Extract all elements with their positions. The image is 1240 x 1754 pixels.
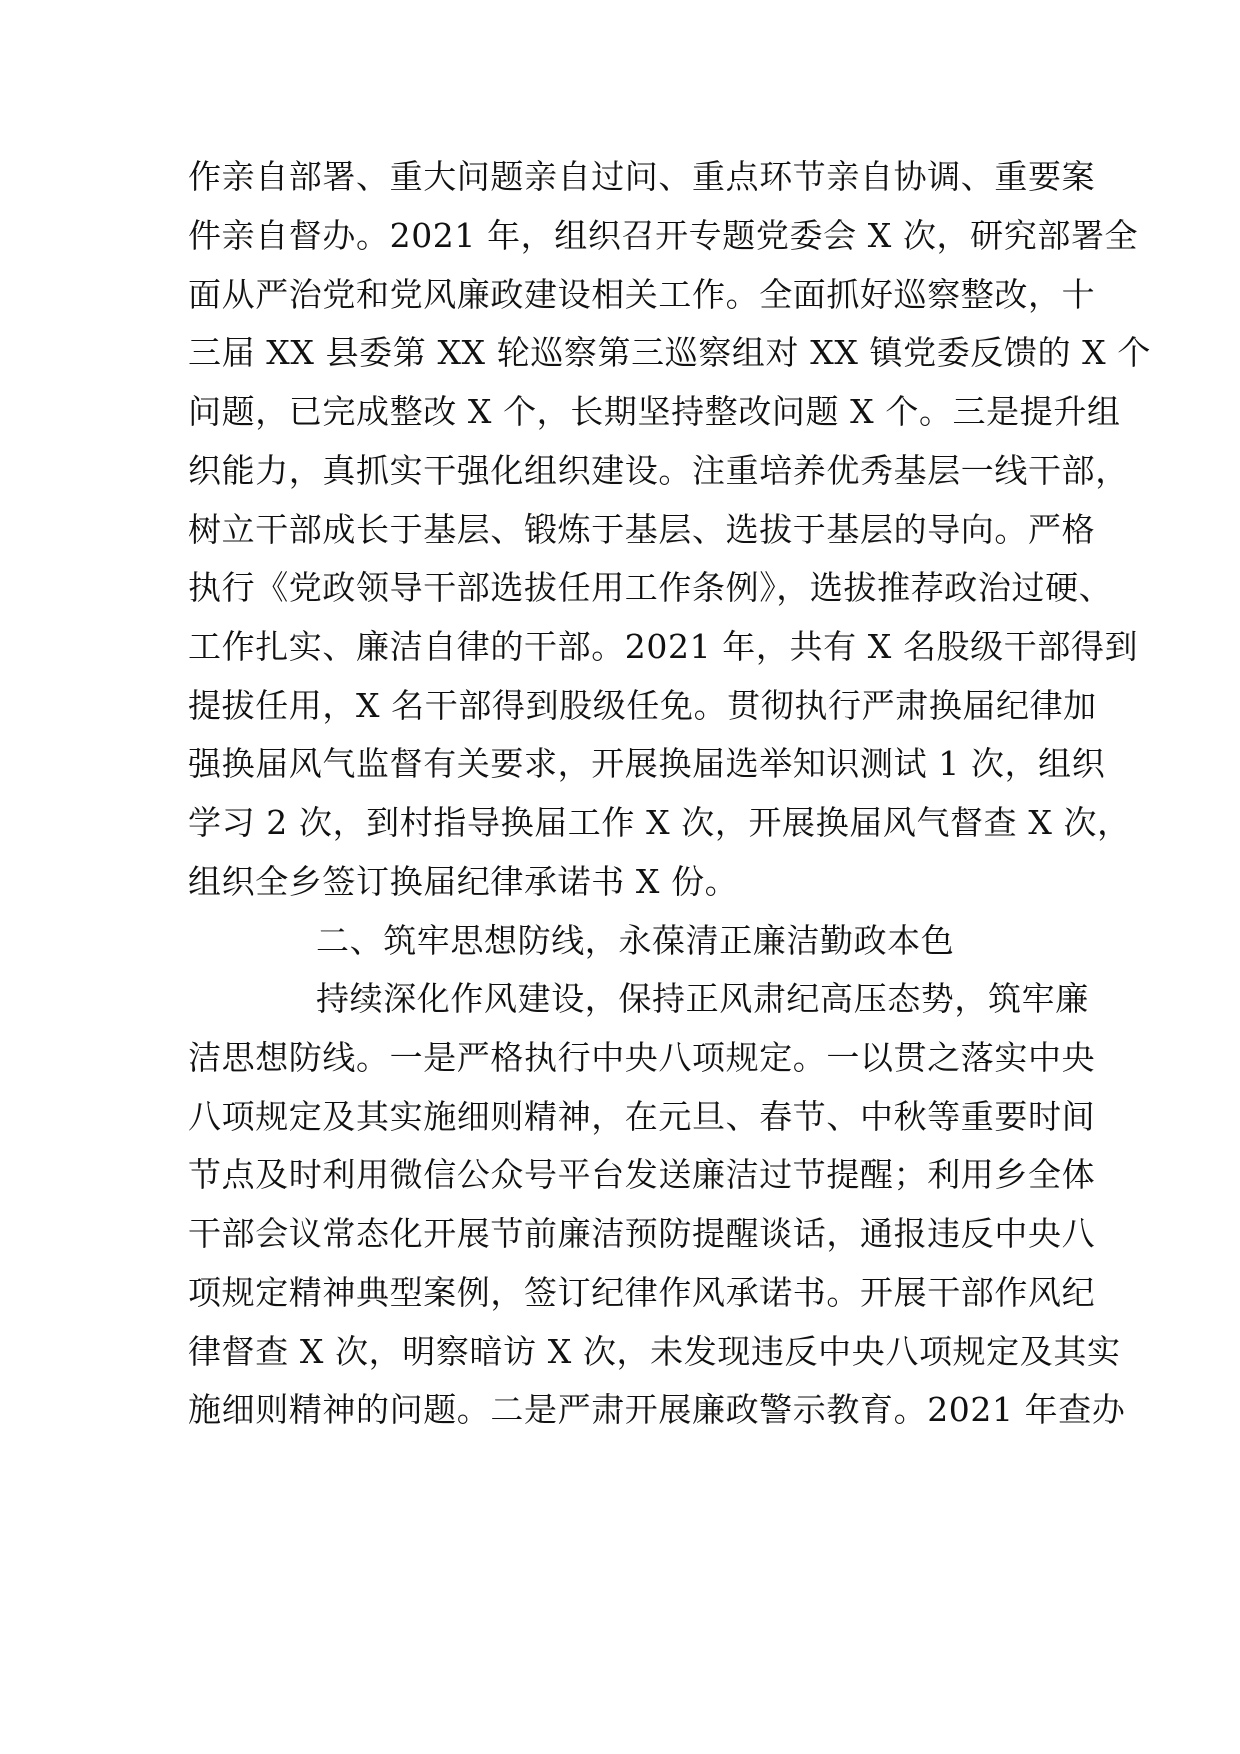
paragraph-first-line: 持续深化作风建设，保持正风肃纪高压态势，筑牢廉: [316, 979, 1089, 1018]
body-text-line: 干部会议常态化开展节前廉洁预防提醒谈话，通报违反中央八: [188, 1214, 1096, 1253]
body-text-line: 树立干部成长于基层、锻炼于基层、选拔于基层的导向。严格: [188, 510, 1096, 549]
body-text-line: 执行《党政领导干部选拔任用工作条例》，选拔推荐政治过硬、: [188, 568, 1113, 607]
body-text-line: 织能力，真抓实干强化组织建设。注重培养优秀基层一线干部，: [188, 451, 1129, 490]
body-text-line: 问题，已完成整改 X 个，长期坚持整改问题 X 个。三是提升组: [188, 392, 1121, 431]
body-text-line: 节点及时利用微信公众号平台发送廉洁过节提醒；利用乡全体: [188, 1155, 1096, 1194]
body-text-line: 三届 XX 县委第 XX 轮巡察第三巡察组对 XX 镇党委反馈的 X 个: [188, 333, 1151, 372]
body-text-line: 施细则精神的问题。二是严肃开展廉政警示教育。2021 年查办: [188, 1390, 1126, 1429]
body-text-line: 组织全乡签订换届纪律承诺书 X 份。: [188, 862, 739, 901]
body-text-line: 洁思想防线。一是严格执行中央八项规定。一以贯之落实中央: [188, 1038, 1096, 1077]
body-text-line: 件亲自督办。2021 年，组织召开专题党委会 X 次，研究部署全: [188, 216, 1139, 255]
section-heading: 二、筑牢思想防线，永葆清正廉洁勤政本色: [316, 921, 955, 960]
body-text-line: 学习 2 次，到村指导换届工作 X 次，开展换届风气督查 X 次，: [188, 803, 1131, 842]
body-text-line: 律督查 X 次，明察暗访 X 次，未发现违反中央八项规定及其实: [188, 1332, 1121, 1371]
body-text-line: 工作扎实、廉洁自律的干部。2021 年，共有 X 名股级干部得到: [188, 627, 1139, 666]
body-text-line: 提拔任用，X 名干部得到股级任免。贯彻执行严肃换届纪律加: [188, 686, 1097, 725]
body-text-line: 面从严治党和党风廉政建设相关工作。全面抓好巡察整改，十: [188, 275, 1096, 314]
body-text-line: 作亲自部署、重大问题亲自过问、重点环节亲自协调、重要案: [188, 157, 1096, 196]
body-text-line: 八项规定及其实施细则精神，在元旦、春节、中秋等重要时间: [188, 1097, 1096, 1136]
body-text-line: 项规定精神典型案例，签订纪律作风承诺书。开展干部作风纪: [188, 1273, 1096, 1312]
body-text-line: 强换届风气监督有关要求，开展换届选举知识测试 1 次，组织: [188, 744, 1106, 783]
